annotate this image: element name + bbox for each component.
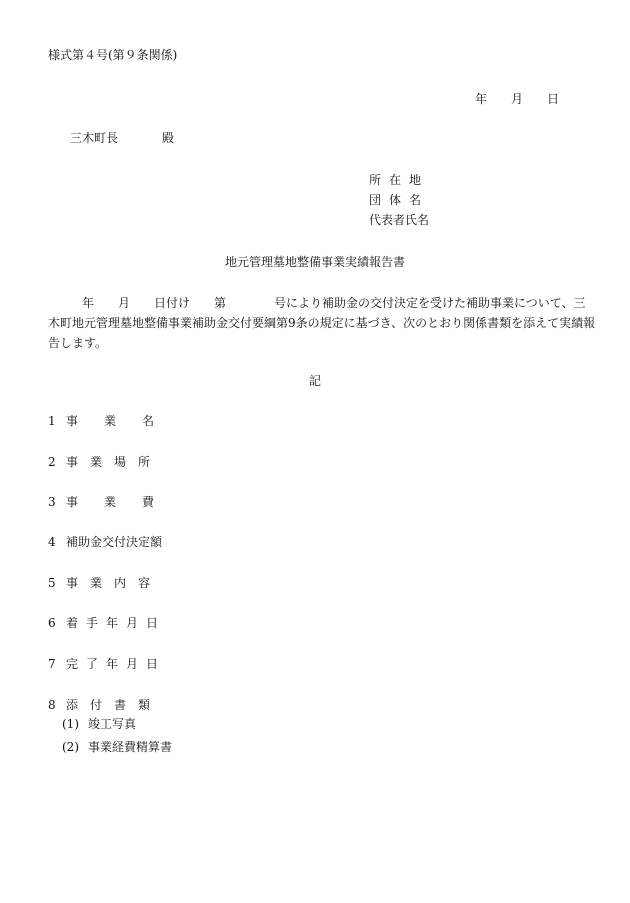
body-line-2: 木町地元管理墓地整備事業補助金交付要綱第9条の規定に基づき、次のとおり関係書類を添えて実績報 <box>48 316 596 330</box>
item-label: 添付書類 <box>66 698 163 712</box>
list-item: 4 補助金交付決定額 <box>48 535 163 549</box>
item-label: 事業費 <box>66 495 181 509</box>
attachment-item: (1) 竣工写真 <box>62 717 137 731</box>
item-label: 事業名 <box>66 414 181 428</box>
addressee-honorific: 殿 <box>162 131 175 145</box>
addressee <box>70 130 174 146</box>
document-title: 地元管理墓地整備事業実績報告書 <box>225 255 406 269</box>
applicant-address-label: 所在地 <box>369 173 430 187</box>
date-month: 月 <box>511 92 524 106</box>
item-label: 補助金交付決定額 <box>66 535 163 549</box>
item-label: 完了年月日 <box>66 657 167 671</box>
list-item: 1 事業名 <box>48 414 181 428</box>
applicant-rep-label: 代表者氏名 <box>369 213 430 227</box>
applicant-org-label: 団体名 <box>369 193 430 207</box>
list-item: 6 着手年月日 <box>48 616 167 630</box>
attachment-item: (2) 事業経費精算書 <box>62 740 173 754</box>
body-line-3: 告します。 <box>48 336 108 350</box>
attachment-label: 竣工写真 <box>88 717 137 731</box>
date-day: 日 <box>547 92 560 106</box>
list-item: 3 事業費 <box>48 495 181 509</box>
date-year: 年 <box>475 92 488 106</box>
item-label: 着手年月日 <box>66 616 167 630</box>
list-item: 2 事業場所 <box>48 455 163 469</box>
addressee-name: 三木町長 <box>70 131 119 145</box>
body-line-1: 年 月 日付け 第 号により補助金の交付決定を受けた補助事業について、三 <box>82 296 586 310</box>
item-label: 事業場所 <box>66 455 163 469</box>
list-item: 5 事業内容 <box>48 576 163 590</box>
form-number: 様式第４号(第９条関係) <box>48 48 178 62</box>
date-line <box>475 91 559 107</box>
list-item: 8 添付書類 <box>48 698 163 712</box>
item-label: 事業内容 <box>66 576 163 590</box>
ki-heading: 記 <box>309 374 322 388</box>
body-text <box>48 293 596 353</box>
list-item: 7 完了年月日 <box>48 657 167 671</box>
attachment-label: 事業経費精算書 <box>88 740 173 754</box>
